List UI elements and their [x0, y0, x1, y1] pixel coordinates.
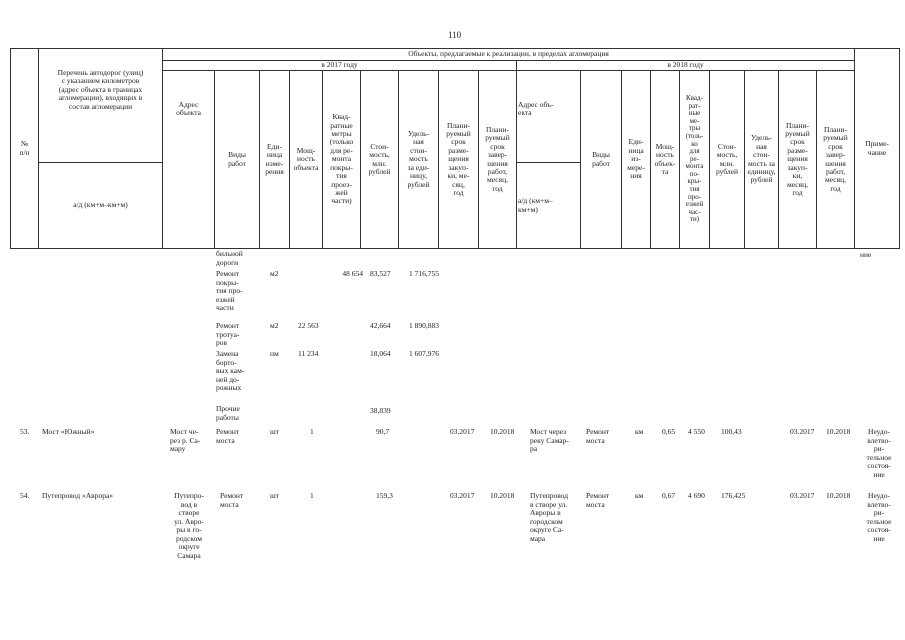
year-2018-header: в 2018 году [517, 61, 855, 71]
year-2017-header: в 2017 году [163, 61, 517, 71]
cont-cost-4: 18,064 [370, 349, 391, 358]
row-unit-2017: шт [270, 491, 280, 500]
row-capacity-2018: 0,65 [662, 427, 676, 436]
col-unit-2017: Еди- ница изме- рения [260, 71, 290, 249]
cont-work-3: Ремонт тротуа- ров [216, 321, 240, 347]
cont-cost-2: 83,527 [370, 269, 391, 278]
row-road: Путепровод «Аврора» [42, 491, 114, 500]
cont-unitcost-2: 1 716,755 [409, 269, 439, 278]
cont-sqm-2: 48 654 [342, 269, 363, 278]
col-num-header: № п/п [11, 49, 39, 249]
cont-unitcost-3: 1 890,883 [409, 321, 439, 330]
row-capacity-2018: 0,67 [662, 491, 676, 500]
col-work-2017: Виды работ [215, 71, 260, 249]
col-sqm-2017: Квад- ратные метры (только для ре- монта покры- тия проез- жей части) [323, 71, 361, 249]
row-cost-2017: 159,3 [376, 491, 393, 500]
cont-unit-3: м2 [270, 321, 279, 330]
col-work-2018: Виды работ [581, 71, 622, 249]
cont-unit-2: м2 [270, 269, 279, 278]
col-unit-cost-2017: Удель- ная стои- мость за еди- ницу, рублей [399, 71, 439, 249]
row-finish-2017: 10.2018 [490, 427, 515, 436]
col-note-header: Приме- чание [855, 49, 900, 249]
row-address-2017: Мост че- рез р. Са- мару [170, 427, 201, 453]
cont-capacity-3: 22 563 [298, 321, 319, 330]
row-num: 54. [20, 491, 30, 500]
table-header [10, 48, 900, 249]
col-finish-2018: Плани- руемый срок завер- шения работ, месяц, год [817, 71, 855, 249]
cont-work-4: Замена борто- вых кам- ней до- рожных [216, 349, 245, 392]
col-finish-2017: Плани- руемый срок завер- шения работ, месяц, год [479, 71, 517, 249]
col-procure-2017: Плани- руемый срок разме- щения закуп- ки, ме- сяц, год [439, 71, 479, 249]
col-unit-2018: Еди- ница из- мере- ния [622, 71, 651, 249]
row-num: 53. [20, 427, 30, 436]
row-cost-2018: 100,43 [721, 427, 742, 436]
row-finish-2018: 10.2018 [826, 427, 851, 436]
col-km-range: а/д (км+м–км+м) [39, 163, 163, 249]
cont-work-5: Прочие работы [216, 404, 240, 422]
row-road: Мост «Южный» [42, 427, 95, 436]
row-capacity-2017: 1 [310, 427, 314, 436]
row-sqm-2018: 4 550 [688, 427, 705, 436]
cont-work-2: Ремонт покры- тия про- езжей части [216, 269, 243, 312]
row-finish-2018: 10.2018 [826, 491, 851, 500]
col-capacity-2018: Мощ- ность объек- та [651, 71, 680, 249]
cont-cost-3: 42,664 [370, 321, 391, 330]
cont-work-1: бильной дороги [216, 249, 243, 267]
cont-unitcost-4: 1 607,976 [409, 349, 439, 358]
page-number: 110 [448, 30, 462, 40]
row-procure-2018: 03.2017 [790, 427, 815, 436]
row-unit-2017: шт [270, 427, 280, 436]
col-sqm-2018: Квад- рат- ные ме- тры (толь- ко для ре- монта по- кры- тия про- езжей час- ти) [680, 71, 710, 249]
row-cost-2018: 176,425 [721, 491, 746, 500]
row-finish-2017: 10.2018 [490, 491, 515, 500]
row-work-2017: Ремонт моста [220, 491, 244, 509]
row-note: Неудо- влетво- ри- тельное состоя- ние [866, 427, 892, 479]
note-tail: ние [860, 250, 872, 259]
row-procure-2018: 03.2017 [790, 491, 815, 500]
cont-cost-5: 38,839 [370, 406, 391, 415]
col-capacity-2017: Мощ- ность объекта [290, 71, 323, 249]
row-procure-2017: 03.2017 [450, 427, 475, 436]
row-cost-2017: 90,7 [376, 427, 390, 436]
row-address-2018: Путепровод в створе ул. Авроры в городском округе Са- мара [530, 491, 569, 543]
row-address-2017: Путепро- вод в створе ул. Авро- ры в го- родском округе Самара [174, 491, 204, 560]
row-unit-2018: км [635, 427, 644, 436]
col-address-km-2018: а/д (км+м– км+м) [517, 163, 581, 249]
row-note: Неудо- влетво- ри- тельное состоя- ние [866, 491, 892, 543]
row-sqm-2018: 4 690 [688, 491, 705, 500]
row-work-2018: Ремонт моста [586, 427, 610, 445]
row-unit-2018: км [635, 491, 644, 500]
col-unit-cost-2018: Удель- ная стои- мость за единицу, рублей [745, 71, 779, 249]
objects-title: Объекты, предлагаемые к реализации, в пределах агломерация [163, 49, 855, 61]
row-address-2018: Мост через реку Самар- ра [530, 427, 569, 453]
col-cost-2017: Стои- мость, млн. рублей [361, 71, 399, 249]
col-address-2017: Адрес объекта [163, 71, 215, 249]
cont-unit-4: пм [270, 349, 279, 358]
col-cost-2018: Стои- мость, млн. рублей [710, 71, 745, 249]
col-roads-header: Перечень автодорог (улиц) с указанием километров (адрес объекта в границах агломерации), входящих в состав агломерации [39, 49, 163, 163]
col-procure-2018: Плани- руемый срок разме- щения закуп- ки, месяц, год [779, 71, 817, 249]
row-procure-2017: 03.2017 [450, 491, 475, 500]
row-work-2017: Ремонт моста [216, 427, 240, 445]
cont-capacity-4: 11 234 [298, 349, 319, 358]
col-address-2018: Адрес объ- екта [517, 71, 581, 163]
row-capacity-2017: 1 [310, 491, 314, 500]
row-work-2018: Ремонт моста [586, 491, 610, 509]
